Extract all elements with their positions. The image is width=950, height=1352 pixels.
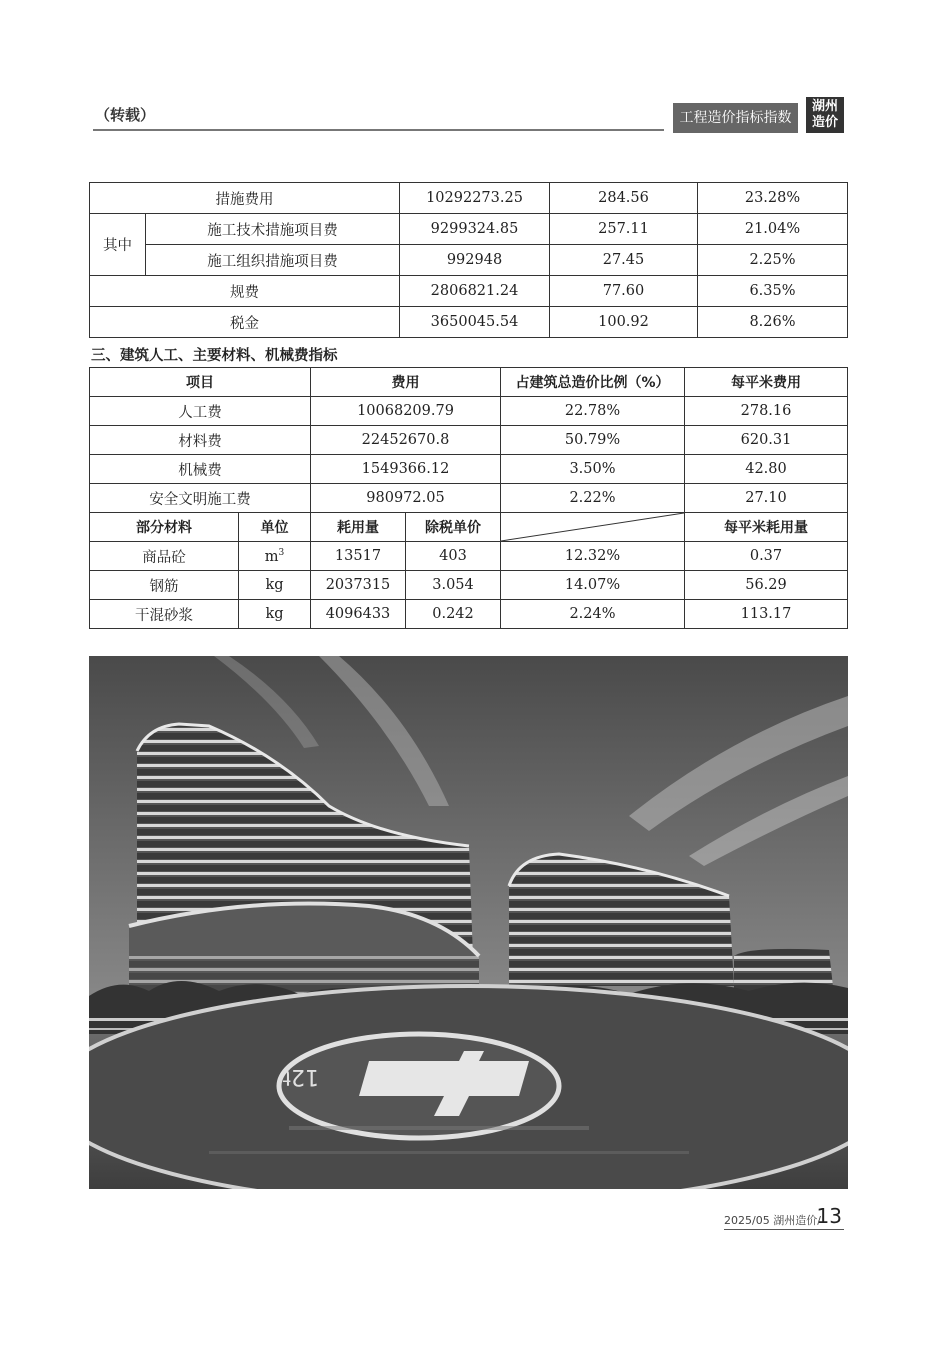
row-ratio: 6.35% [698,276,848,307]
cell-per-sqm: 278.16 [685,397,848,426]
table-header-row [90,368,848,397]
cell-item: 机械费 [90,455,311,484]
cell-item: 材料费 [90,426,311,455]
row-per-sqm: 284.56 [550,183,698,214]
row-amount: 2806821.24 [400,276,550,307]
table-row [90,214,848,245]
row-per-sqm: 257.11 [550,214,698,245]
material-header-row [90,513,848,542]
row-amount: 9299324.85 [400,214,550,245]
row-amount: 3650045.54 [400,307,550,338]
row-per-sqm: 77.60 [550,276,698,307]
cell-cost: 980972.05 [311,484,501,513]
logo-line-1: 湖州 [811,99,838,114]
header-ratio: 占建筑总造价比例（%） [501,368,685,397]
cell-ratio: 22.78% [501,397,685,426]
cell-cost: 10068209.79 [311,397,501,426]
cell-material: 钢筋 [90,571,239,600]
row-label: 规费 [90,276,400,307]
cell-ratio: 3.50% [501,455,685,484]
table-row [90,276,848,307]
diagonal-line [501,513,684,541]
page-footer [724,1206,844,1228]
cell-price: 403 [406,542,501,571]
cell-ratio: 2.24% [501,600,685,629]
row-group-label: 其中 [90,214,146,276]
cell-ratio: 12.32% [501,542,685,571]
header-material: 部分材料 [90,513,239,542]
header-unit: 单位 [239,513,311,542]
cell-cost: 22452670.8 [311,426,501,455]
section-3-title: 三、建筑人工、主要材料、机械费指标 [91,348,338,364]
row-ratio: 2.25% [698,245,848,276]
table-row [90,183,848,214]
labor-material-machine-table [89,367,848,629]
cell-per-sqm: 56.29 [685,571,848,600]
row-per-sqm: 27.45 [550,245,698,276]
cell-usage: 13517 [311,542,406,571]
row-label: 施工组织措施项目费 [146,245,400,276]
helipad-marking: 12t [282,1064,319,1089]
row-ratio: 21.04% [698,214,848,245]
cell-ratio: 2.22% [501,484,685,513]
header-repost-label: （转载） [95,106,156,124]
page-number: 13 [816,1204,842,1228]
table-row [90,600,848,629]
magazine-logo [806,97,844,133]
table-row [90,397,848,426]
row-amount: 10292273.25 [400,183,550,214]
table-row [90,542,848,571]
cell-item: 人工费 [90,397,311,426]
logo-line-2: 造价 [811,115,838,130]
cell-unit: kg [239,600,311,629]
table-row [90,484,848,513]
cell-unit [239,542,311,571]
row-ratio: 23.28% [698,183,848,214]
header-price: 除税单价 [406,513,501,542]
cell-cost: 1549366.12 [311,455,501,484]
issue-label: 2025/05 湖州造价/ [724,1214,821,1227]
footer-rule [724,1229,844,1230]
unit-superscript: 3 [278,547,285,558]
header-item: 项目 [90,368,311,397]
row-label: 施工技术措施项目费 [146,214,400,245]
header-section-label: 工程造价指标指数 [673,103,798,133]
cell-per-sqm: 620.31 [685,426,848,455]
row-label: 税金 [90,307,400,338]
photo-illustration [89,656,848,1189]
cell-material: 干混砂浆 [90,600,239,629]
unit-text: m [264,548,279,565]
header-per-sqm-usage: 每平米耗用量 [685,513,848,542]
cell-ratio: 14.07% [501,571,685,600]
table-row [90,455,848,484]
row-ratio: 8.26% [698,307,848,338]
header-cost: 费用 [311,368,501,397]
header-per-sqm: 每平米费用 [685,368,848,397]
diagonal-empty-cell [501,513,685,542]
cell-material: 商品砼 [90,542,239,571]
cell-item: 安全文明施工费 [90,484,311,513]
cell-usage: 2037315 [311,571,406,600]
row-label: 措施费用 [90,183,400,214]
cell-price: 0.242 [406,600,501,629]
cell-ratio: 50.79% [501,426,685,455]
fee-table [89,182,848,338]
row-per-sqm: 100.92 [550,307,698,338]
cell-per-sqm: 27.10 [685,484,848,513]
cell-per-sqm: 113.17 [685,600,848,629]
table-row [90,307,848,338]
header-rule [93,129,664,131]
cell-per-sqm: 42.80 [685,455,848,484]
cell-usage: 4096433 [311,600,406,629]
hospital-photo [89,656,848,1189]
cell-price: 3.054 [406,571,501,600]
table-row [90,571,848,600]
row-amount: 992948 [400,245,550,276]
header-usage: 耗用量 [311,513,406,542]
table-row [90,245,848,276]
table-row [90,426,848,455]
cell-per-sqm: 0.37 [685,542,848,571]
cell-unit: kg [239,571,311,600]
